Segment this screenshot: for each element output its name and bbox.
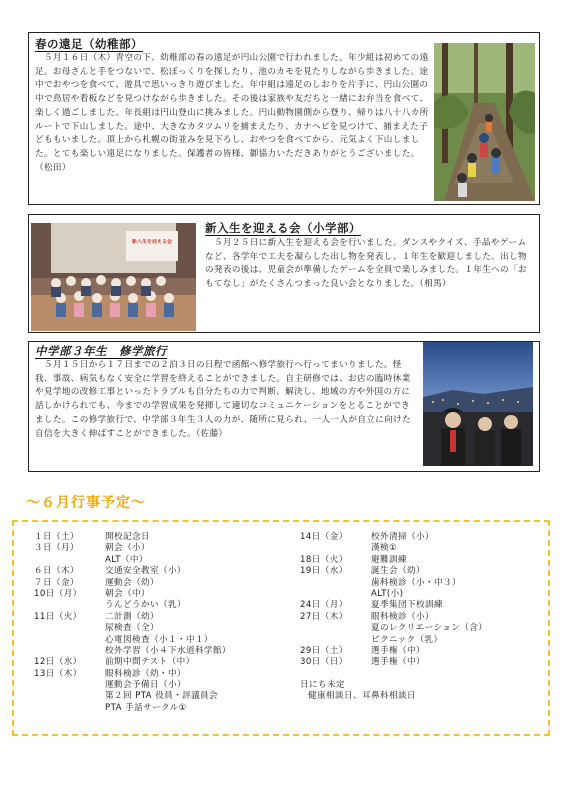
article-welcome-party (28, 214, 540, 333)
schedule-event: 心電図検査（小１・中１） (105, 634, 213, 645)
schedule-row (34, 566, 231, 577)
schedule-event: 朝会（小） (105, 543, 150, 554)
schedule-event: 運動会予備日（小） (105, 680, 186, 691)
schedule-date: 27日（木） (300, 611, 348, 622)
schedule-event: 朝会（中） (105, 588, 150, 599)
schedule-date: 12日（水） (34, 657, 82, 668)
article-body: ５月１６日（木）青空の下、幼稚部の春の遠足が円山公園で行われました。年少組は初めての遠足。お母さんと手をつないで、松ぼっくりを探したり、池のカモを見たりしながら歩きました。途中でおやつを食べて、遊具で思いっきり遊びました。年中組は遠足のしおりを片手に、円山公園の中で鳥居や看板などを見つけながら歩きました。その後は家族や友だちと一緒にお弁当を食べて、楽しく過ごしました。年長組は円山登山に挑みました。円山動物園側から登り、帰りは八十八カ所ルートで下山しました。途中、大きなカタツムリを捕まえたり、カナヘビを見つけて、捕まえた子どももいました。頂上から札幌の街並みを見下ろし、おやつを食べてから、元気よく下山しました。とても楽しい遠足になりました。保護者の皆様、御協力いただきありがとうございました。（松田） (35, 53, 429, 173)
schedule-event: 夏季集団下校訓練 (371, 600, 443, 611)
schedule-row (300, 589, 487, 600)
schedule-row (300, 566, 487, 577)
schedule-row (34, 680, 231, 691)
welcome-party-sign: 新入生を迎える会 (131, 239, 172, 245)
schedule-event: 前期中間テスト（中） (105, 657, 195, 668)
schedule-event: 選手権（中） (371, 645, 425, 656)
schedule-date: 30日（日） (300, 657, 348, 668)
schedule-row (34, 669, 231, 680)
article-school-trip (28, 341, 540, 472)
schedule-note-title: 日にち未定 (300, 680, 345, 691)
schedule-row (300, 600, 487, 611)
schedule-row (34, 589, 231, 600)
schedule-event: 誕生会（幼） (371, 566, 425, 577)
schedule-row (300, 657, 487, 668)
schedule-date (34, 600, 92, 611)
schedule-date (34, 691, 92, 702)
schedule-right-column (300, 532, 487, 703)
schedule-event: 眼科検診（幼・中） (105, 668, 186, 679)
school-trip-photo (423, 342, 533, 466)
schedule-event: ALT(小) (371, 588, 404, 599)
schedule-row (34, 623, 231, 634)
article-body: ５月１５日から１７日までの２泊３日の日程で函館へ修学旅行へ行ってまいりました。怪我、事故、病気もなく安全に学習を終えることができました。自主研修では、お店の臨時休業や見学地の改修工事といったトラブルも自分たちの力で判断、解決し、地域の方や外国の方に話しかけられても、今までの学習成果を発揮して適切なコミュニケーションをとることができました。この修学旅行で、中学部３年生３人の力が、随所に見られ、一人一人が自立に向けた自信を大きく伸ばすことができました。（佐藤） (35, 360, 411, 439)
schedule-row (34, 646, 231, 657)
schedule-event: 開校記念日 (105, 532, 150, 542)
spacer (300, 669, 487, 680)
schedule-row (300, 578, 487, 589)
schedule-date: 19日（水） (300, 566, 348, 577)
schedule-box (12, 520, 550, 736)
schedule-event: PTA 手話サークル① (105, 702, 187, 713)
schedule-date: ６日（木） (34, 566, 79, 577)
schedule-row (34, 691, 231, 702)
schedule-date (300, 589, 358, 600)
excursion-photo (434, 43, 535, 201)
schedule-event: 避難訓練 (371, 554, 407, 565)
article-body: ５月２５日に新入生を迎える会を行いました。ダンスやクイズ、手品やゲームなど、各学年で工夫を凝らした出し物を発表し、１年生を歓迎しました。出し物の発表の後は、児童会が準備したゲームを全員で楽しみました。１年生への「おもてなし」がたくさんつまった良い会となりました。（相馬） (205, 238, 527, 290)
schedule-note-body: 健康相談日、耳鼻科相談日 (308, 691, 416, 702)
schedule-event: 運動会（幼） (105, 577, 159, 588)
schedule-date: １日（土） (34, 532, 79, 542)
schedule-row (34, 532, 231, 543)
schedule-row (34, 555, 231, 566)
schedule-event: 校外清掃（小） (371, 532, 434, 542)
article-title: 中学部３年生 修学旅行 (35, 344, 167, 358)
schedule-date: 10日（月） (34, 588, 82, 599)
schedule-date (300, 623, 358, 634)
schedule-date (34, 703, 92, 714)
schedule-event: 選手権（中） (371, 657, 425, 668)
schedule-event: うんどうかい（乳） (105, 600, 186, 611)
schedule-row (34, 703, 231, 714)
schedule-event: 校外学習（小４下水道科学館） (105, 645, 231, 656)
schedule-date: 14日（金） (300, 532, 348, 542)
schedule-row (300, 543, 487, 554)
schedule-date (300, 543, 358, 554)
schedule-event: 尿検査（全） (105, 623, 159, 634)
schedule-row (34, 600, 231, 611)
schedule-row (34, 635, 231, 646)
schedule-date (300, 578, 358, 589)
schedule-event: 交通安全教室（小） (105, 566, 186, 577)
schedule-date (300, 635, 358, 646)
schedule-date (34, 680, 92, 691)
schedule-date: ７日（金） (34, 577, 79, 588)
schedule-date: 13日（木） (34, 668, 82, 679)
schedule-row (34, 543, 231, 554)
schedule-event: 歯科検診（小・中３） (371, 577, 461, 588)
article-title: 新入生を迎える会（小学部） (205, 221, 361, 235)
schedule-event: ALT（中） (105, 554, 148, 565)
schedule-date: 24日（月） (300, 600, 348, 611)
schedule-row (300, 555, 487, 566)
schedule-left-column (34, 532, 231, 714)
schedule-date (34, 623, 92, 634)
schedule-row (300, 646, 487, 657)
schedule-row (34, 578, 231, 589)
schedule-date (34, 646, 92, 657)
schedule-row (300, 532, 487, 543)
schedule-date: 29日（土） (300, 645, 348, 656)
schedule-heading: ～６月行事予定～ (26, 495, 146, 511)
schedule-event: 二計測（幼） (105, 611, 159, 622)
schedule-date: 18日（火） (300, 554, 348, 565)
schedule-date (34, 555, 92, 566)
schedule-event: ピクニック（乳） (371, 634, 443, 645)
schedule-row (300, 612, 487, 623)
welcome-party-photo (31, 223, 196, 331)
schedule-event: 第２回 PTA 役員・評議員会 (105, 691, 219, 702)
schedule-row (300, 623, 487, 634)
schedule-date (34, 635, 92, 646)
schedule-date: 11日（火） (34, 611, 82, 622)
schedule-event: 漢検① (371, 543, 398, 554)
article-spring-excursion (28, 32, 540, 205)
schedule-date: ３日（月） (34, 543, 79, 554)
schedule-row (34, 657, 231, 668)
schedule-row (34, 612, 231, 623)
schedule-event: 夏のレクリエーション（含） (371, 623, 488, 634)
schedule-event: 眼科検診（小） (371, 611, 434, 622)
article-title: 春の遠足（幼稚部） (35, 37, 143, 51)
schedule-row (300, 635, 487, 646)
